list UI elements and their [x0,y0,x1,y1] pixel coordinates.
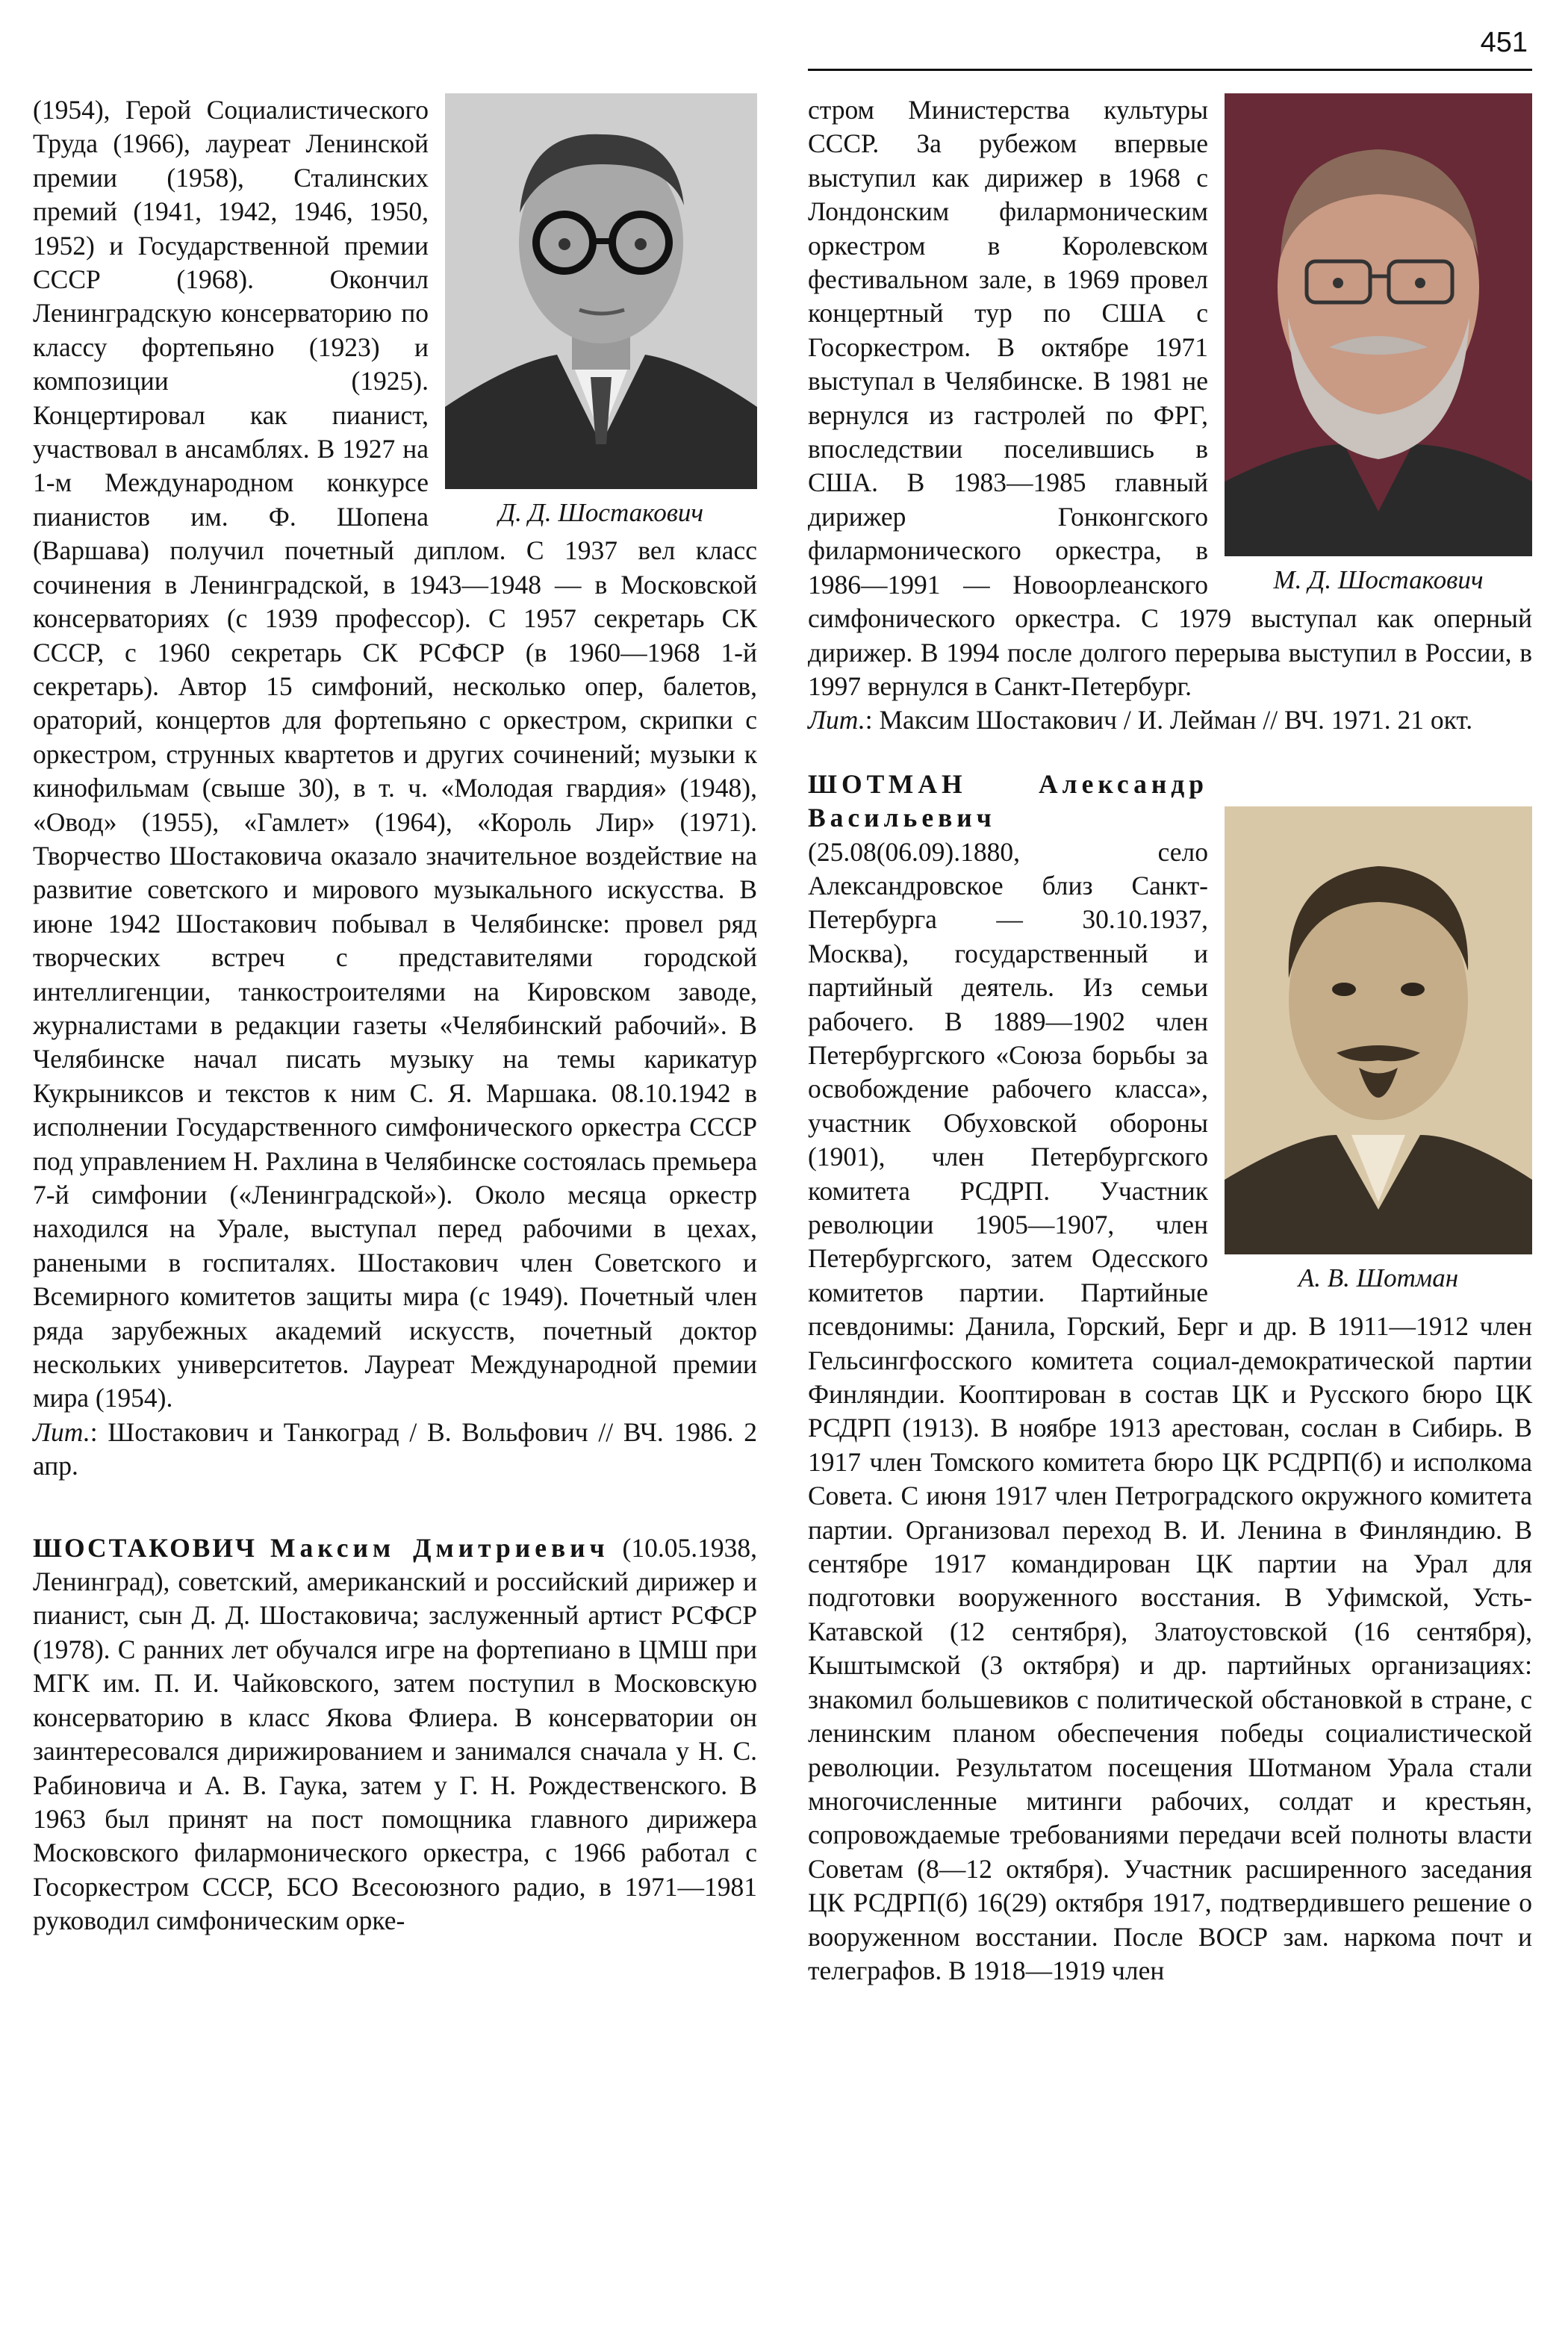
entry-given-name: Александр Васильевич [808,768,1208,833]
entry-surname: ШОТМАН [808,768,967,799]
right-column [808,93,1532,1988]
entry-md-shostakovich [33,1531,757,1938]
literature-label: Лит. [808,705,865,735]
photo-av-shotman [1225,806,1532,1295]
literature-md-shostakovich [808,703,1532,737]
entry-separator [808,738,1532,768]
left-column [33,93,757,1938]
entry-text-md-shostakovich-cont: стром Министерства культуры СССР. За рубежом впервые выступил как дирижер в 1968 с Лондонским филармоническим оркестром в Королевском фестивальном зале, в 1969 провел концертный тур по США с Госоркестром. В октябре 1971 выступал в Челябинске. В 1981 не вернулся из гастролей по ФРГ, впоследствии поселившись в США. В 1983—1985 главный дирижер Гонконгского филармонического оркестра, в 1986—1991 — Новоорлеанского симфонического оркестра. С 1979 выступал как оперный дирижер. В 1994 после долгого перерыва выступил в России, в 1997 вернулся в Санкт-Петербург. [808,95,1532,701]
photo-md-shostakovich [1225,93,1532,597]
photo-caption: А. В. Шотман [1298,1263,1459,1292]
portrait-photo [1225,93,1532,556]
portrait-photo [445,93,757,489]
photo-dd-shostakovich [445,93,757,529]
header-rule [808,69,1532,71]
entry-text-md-shostakovich: (10.05.1938, Ленинград), советский, американский и российский дирижер и пианист, сын Д. Д. Шостаковича; заслуженный артист РСФСР (1978). С ранних лет обучался игре на фортепиано в ЦМШ при МГК им. П. И. Чайковского, затем поступил в Московскую консерваторию в класс Якова Флиера. В консерватории он заинтересовался дирижированием и занимался сначала у Н. С. Рабиновича и А. В. Гаука, затем у Г. Н. Рождественского. В 1963 был принят на пост помощника главного дирижера Московского филармонического оркестра, с 1966 работал с Госоркестром СССР, БСО Всесоюзного радио, в 1971—1981 руководил симфоническим орке- [33,1532,757,1936]
entry-text-av-shotman: (25.08(06.09).1880, село Александровское близ Санкт-Петербурга — 30.10.1937, Москва), государственный и партийный деятель. Из семьи рабочего. В 1889—1902 член Петербургского «Союза борьбы за освобождение рабочего класса», участник Обуховской обороны (1901), член Петербургского комитета РСДРП. Участник революции 1905—1907, член Петербургского, затем Одесского комитетов партии. Партийные псевдонимы: Данила, Горский, Берг и др. В 1911—1912 член Гельсингфосского комитета социал-демократической партии Финляндии. Кооптирован в состав ЦК и Русского бюро ЦК РСДРП (1913). В ноябре 1913 арестован, сослан в Сибирь. В 1917 член Томского комитета бюро ЦК РСДРП(б) и исполкома Совета. С июня 1917 член Петроградского окружного комитета партии. Организовал переход В. И. Ленина в Финляндию. В сентябре 1917 командирован ЦК партии на Урал для подготовки вооруженного восстания. В Уфимской, Усть-Катавской (12 сентября), Златоустовской (16 сентября), Кыштымской (3 октября) и др. партийных организациях: знакомил большевиков с политической обстановкой в стране, с ленинским планом обеспечения победы социалистической революции. Результатом посещения Шотманом Урала стали многочисленные митинги рабочих, солдат и крестьян, сопровождаемые требованиями передачи всей полноты власти Советам (8—12 октября). Участник расширенного заседания ЦК РСДРП(б) 16(29) октября 1917, подтвердившего решение о вооруженном восстании. После ВОСР зам. наркома почт и телеграфов. В 1918—1919 член [808,836,1532,1985]
literature-label: Лит. [33,1416,90,1447]
entry-separator [33,1484,757,1531]
entry-given-name: Максим Дмитриевич [270,1532,609,1563]
photo-caption: М. Д. Шостакович [1273,565,1484,594]
literature-dd-shostakovich [33,1416,757,1484]
portrait-photo [1225,806,1532,1254]
page-number: 451 [1480,27,1528,58]
entry-text-dd-shostakovich: (1954), Герой Социалистического Труда (1966), лауреат Ленинской премии (1958), Сталинских премий (1941, 1942, 1946, 1950, 1952) и Государственной премии СССР (1968). Окончил Ленинградскую консерваторию по классу фортепьяно (1923) и композиции (1925). Концертировал как пианист, участвовал в ансамблях. В 1927 на 1-м Международном конкурсе пианистов им. Ф. Шопена (Варшава) получил почетный диплом. С 1937 вел класс сочинения в Ленинградской, в 1943—1948 — в Московской консерваториях (с 1939 профессор). С 1957 секретарь СК СССР, с 1960 секретарь СК РСФСР (в 1960—1968 1-й секретарь). Автор 15 симфоний, несколько опер, балетов, ораторий, концертов для фортепьяно с оркестром, скрипки с оркестром, струнных квартетов и других сочинений; музыки к кинофильмам (свыше 30), в т. ч. «Молодая гвардия» (1948), «Овод» (1955), «Гамлет» (1964), «Король Лир» (1971). Творчество Шостаковича оказало значительное воздействие на развитие советского и мирового музыкального искусства. В июне 1942 Шостакович побывал в Челябинске: провел ряд творческих встреч с представителями городской интеллигенции, танкостроителями на Кировском заводе, журналистами в редакции газеты «Челябинский рабочий». В Челябинске начал писать музыку на темы карикатур Кукрыниксов и текстов к ним С. Я. Маршака. 08.10.1942 в исполнении Государственного симфонического оркестра СССР под управлением Н. Рахлина в Челябинске состоялась премьера 7-й симфонии («Ленинградской»). Около месяца оркестр находился на Урале, выступал перед рабочими в цехах, ранеными в госпиталях. Шостакович член Советского и Всемирного комитетов защиты мира (с 1949). Почетный член ряда зарубежных академий искусств, почетный доктор нескольких университетов. Лауреат Международной премии мира (1954). [33,95,757,1413]
entry-surname: ШОСТАКОВИЧ [33,1532,258,1563]
literature-text: : Шостакович и Танкоград / В. Вольфович // ВЧ. 1986. 2 апр. [33,1416,757,1481]
photo-caption: Д. Д. Шостакович [498,498,704,527]
literature-text: : Максим Шостакович / И. Лейман // ВЧ. 1971. 21 окт. [865,705,1473,735]
